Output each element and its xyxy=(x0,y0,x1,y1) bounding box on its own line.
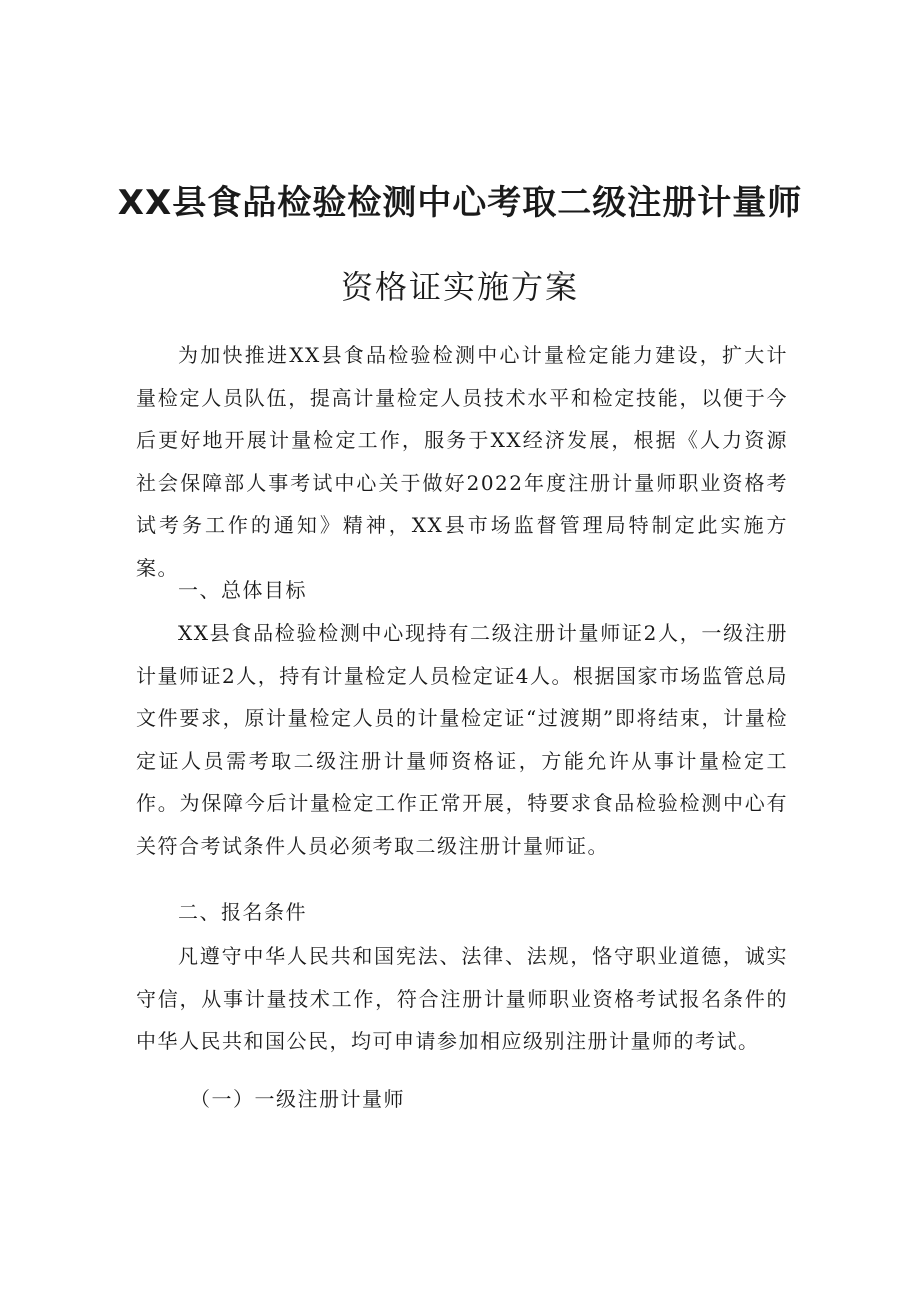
paragraph-overall-goal: XX县食品检验检测中心现持有二级注册计量师证2人，一级注册计量师证2人，持有计量检定人员检定证4人。根据国家市场监管总局文件要求，原计量检定人员的计量检定证“过渡期”即将结束，计量检定证人员需考取二级注册计量师资格证，方能允许从事计量检定工作。为保障今后计量检定工作正常开展，特要求食品检验检测中心有关符合考试条件人员必须考取二级注册计量师证。 xyxy=(136,621,788,858)
paragraph-registration-conditions: 凡遵守中华人民共和国宪法、法律、法规，恪守职业道德，诚实守信，从事计量技术工作，符合注册计量师职业资格考试报名条件的中华人民共和国公民，均可申请参加相应级别注册计量师的考试。 xyxy=(136,944,788,1053)
document-title-line-1: XX县食品检验检测中心考取二级注册计量师 xyxy=(117,183,803,223)
section-heading-overall-goal: 一、总体目标 xyxy=(178,578,307,602)
section-heading-registration-conditions: 二、报名条件 xyxy=(178,900,307,924)
subsection-heading-level-one: （一）一级注册计量师 xyxy=(190,1087,405,1111)
document-title-line-2: 资格证实施方案 xyxy=(340,268,579,306)
paragraph-intro: 为加快推进XX县食品检验检测中心计量检定能力建设，扩大计量检定人员队伍，提高计量检定人员技术水平和检定技能，以便于今后更好地开展计量检定工作，服务于XX经济发展，根据《人力资源社会保障部人事考试中心关于做好2022年度注册计量师职业资格考试考务工作的通知》精神，XX县市场监督管理局特制定此实施方案。 xyxy=(136,343,788,580)
